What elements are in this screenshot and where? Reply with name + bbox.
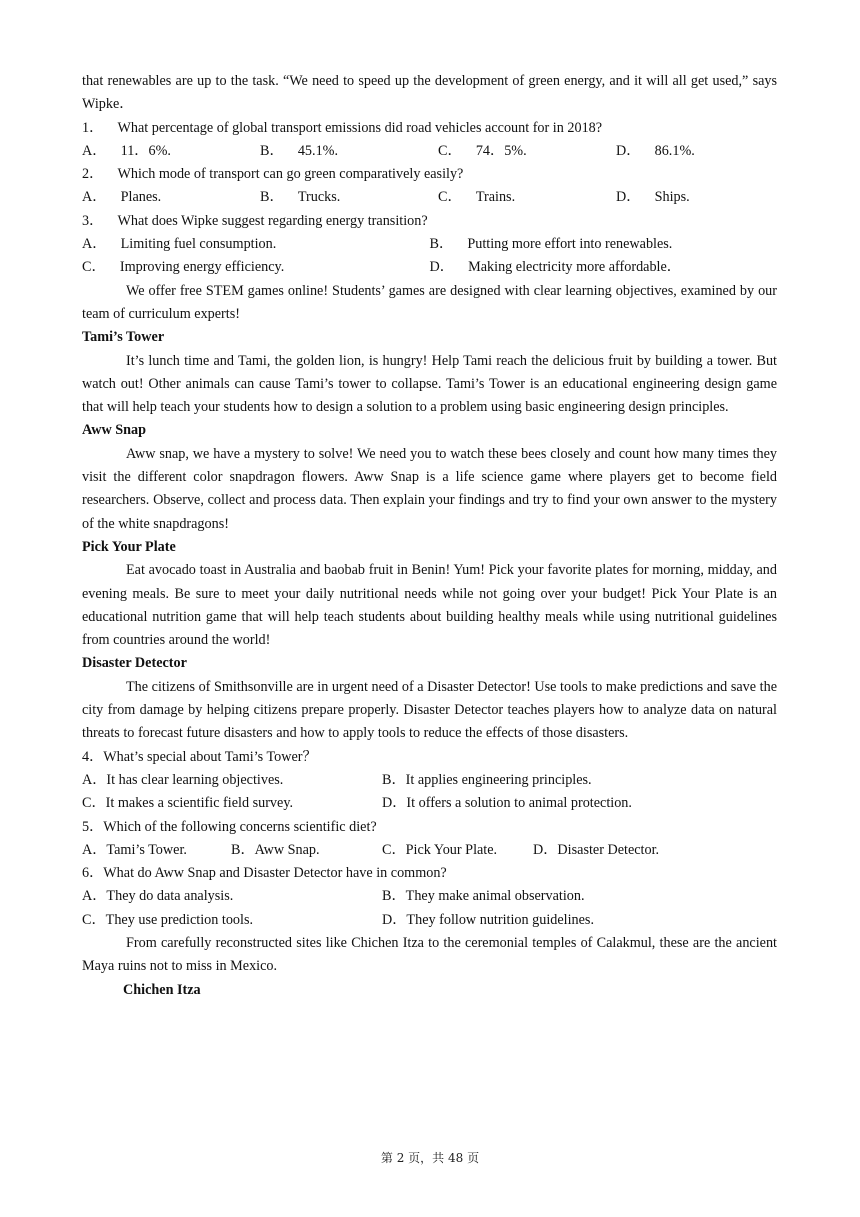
game-title-disaster-detector: Disaster Detector (82, 655, 187, 672)
q5-option-a: A．Tami’s Tower. (82, 841, 187, 858)
stem-games-intro: We offer free STEM games online! Students’ games are designed with clear learning objectives, examined by our team of curriculum experts! (82, 282, 777, 322)
document-page (82, 70, 777, 1002)
game-title-pick-your-plate: Pick Your Plate (82, 538, 176, 555)
q6-option-a: A．They do data analysis. (82, 888, 234, 905)
q3-option-a: A． Limiting fuel consumption. (82, 236, 277, 253)
maya-heading-chichen-itza: Chichen Itza (123, 981, 201, 998)
q4-option-d: D．It offers a solution to animal protection. (382, 795, 632, 812)
page-footer: 第 2 页，共 48 页 (380, 1151, 480, 1165)
q1-option-a: A． 11．6%. (82, 142, 171, 159)
q2-option-c: C． Trains. (438, 189, 516, 206)
game-text-tamis-tower: It’s lunch time and Tami, the golden lion, is hungry! Help Tami reach the delicious fruit by building a tower. But watch out! Other animals can cause Tami’s tower to collapse. Tami’s Tower is an educational engineering design game that will help teach your students how to design a solution to a problem using basic engineering design principles. (82, 352, 777, 416)
q1-option-c: C． 74．5%. (438, 142, 527, 159)
question-6-stem: 6．What do Aww Snap and Disaster Detector have in common? (82, 865, 447, 882)
game-title-aww-snap: Aww Snap (82, 422, 146, 439)
q5-option-d: D．Disaster Detector. (533, 841, 660, 858)
question-5-options (82, 839, 777, 862)
question-4-options-cd (82, 792, 777, 815)
q5-option-c: C．Pick Your Plate. (382, 841, 498, 858)
question-1-stem: 1． What percentage of global transport emissions did road vehicles account for in 2018? (82, 119, 603, 136)
passage-tail: that renewables are up to the task. “We need to speed up the development of green energy, and it will all get used,” says Wipke． (82, 73, 777, 113)
question-3-stem: 3． What does Wipke suggest regarding energy transition? (82, 212, 428, 229)
question-5-stem: 5．Which of the following concerns scientific diet? (82, 818, 377, 835)
game-text-aww-snap: Aww snap, we have a mystery to solve! We need you to watch these bees closely and count how many times they visit the different color snapdragon flowers. Aww Snap is a life science game where players get to become field researchers. Observe, collect and process data. Then explain your findings and try to find your own answer to the mystery of the white snapdragons! (82, 445, 777, 532)
question-4-options-ab (82, 769, 777, 792)
game-text-disaster-detector: The citizens of Smithsonville are in urgent need of a Disaster Detector! Use tools to make predictions and save the city from damage by helping citizens prepare properly. Disaster Detector teaches players how to analyze data on natural threats to forecast future disasters and how to apply tools to reduce the effects of those disasters. (82, 678, 777, 742)
question-2-options (82, 186, 777, 209)
question-1-options (82, 140, 777, 163)
q3-option-d: D． Making electricity more affordable． (429, 259, 681, 276)
q4-option-a: A．It has clear learning objectives. (82, 771, 284, 788)
game-title-tamis-tower: Tami’s Tower (82, 329, 165, 346)
q2-option-b: B． Trucks. (260, 189, 341, 206)
question-2-stem: 2． Which mode of transport can go green comparatively easily? (82, 166, 464, 183)
question-3-options-ab (82, 233, 777, 256)
question-6-options-ab (82, 885, 777, 908)
game-text-pick-your-plate: Eat avocado toast in Australia and baobab fruit in Benin! Yum! Pick your favorite plates for morning, midday, and evening meals. Be sure to meet your daily nutritional needs while not going over your budget! Pick Your Plate is an educational nutrition game that will help teach students about building healthy meals while using nutritional guidelines from countries around the world! (82, 562, 777, 649)
q6-option-d: D．They follow nutrition guidelines. (382, 911, 594, 928)
q3-option-b: B． Putting more effort into renewables. (429, 236, 673, 253)
q2-option-a: A． Planes. (82, 189, 162, 206)
question-3-options-cd (82, 256, 777, 279)
q5-option-b: B．Aww Snap. (231, 841, 320, 858)
q6-option-b: B．They make animal observation. (382, 888, 585, 905)
q4-option-b: B．It applies engineering principles. (382, 771, 592, 788)
maya-intro: From carefully reconstructed sites like Chichen Itza to the ceremonial temples of Calakmul, these are the ancient Maya ruins not to miss in Mexico. (82, 934, 777, 975)
q2-option-d: D． Ships. (616, 189, 690, 206)
question-6-options-cd (82, 909, 777, 932)
q4-option-c: C．It makes a scientific field survey. (82, 795, 294, 812)
question-4-stem: 4．What’s special about Tami’s Tower？ (82, 748, 317, 765)
q1-option-d: D． 86.1%. (616, 142, 695, 159)
q3-option-c: C． Improving energy efficiency. (82, 259, 285, 276)
q6-option-c: C．They use prediction tools. (82, 911, 254, 928)
q1-option-b: B． 45.1%. (260, 142, 339, 159)
